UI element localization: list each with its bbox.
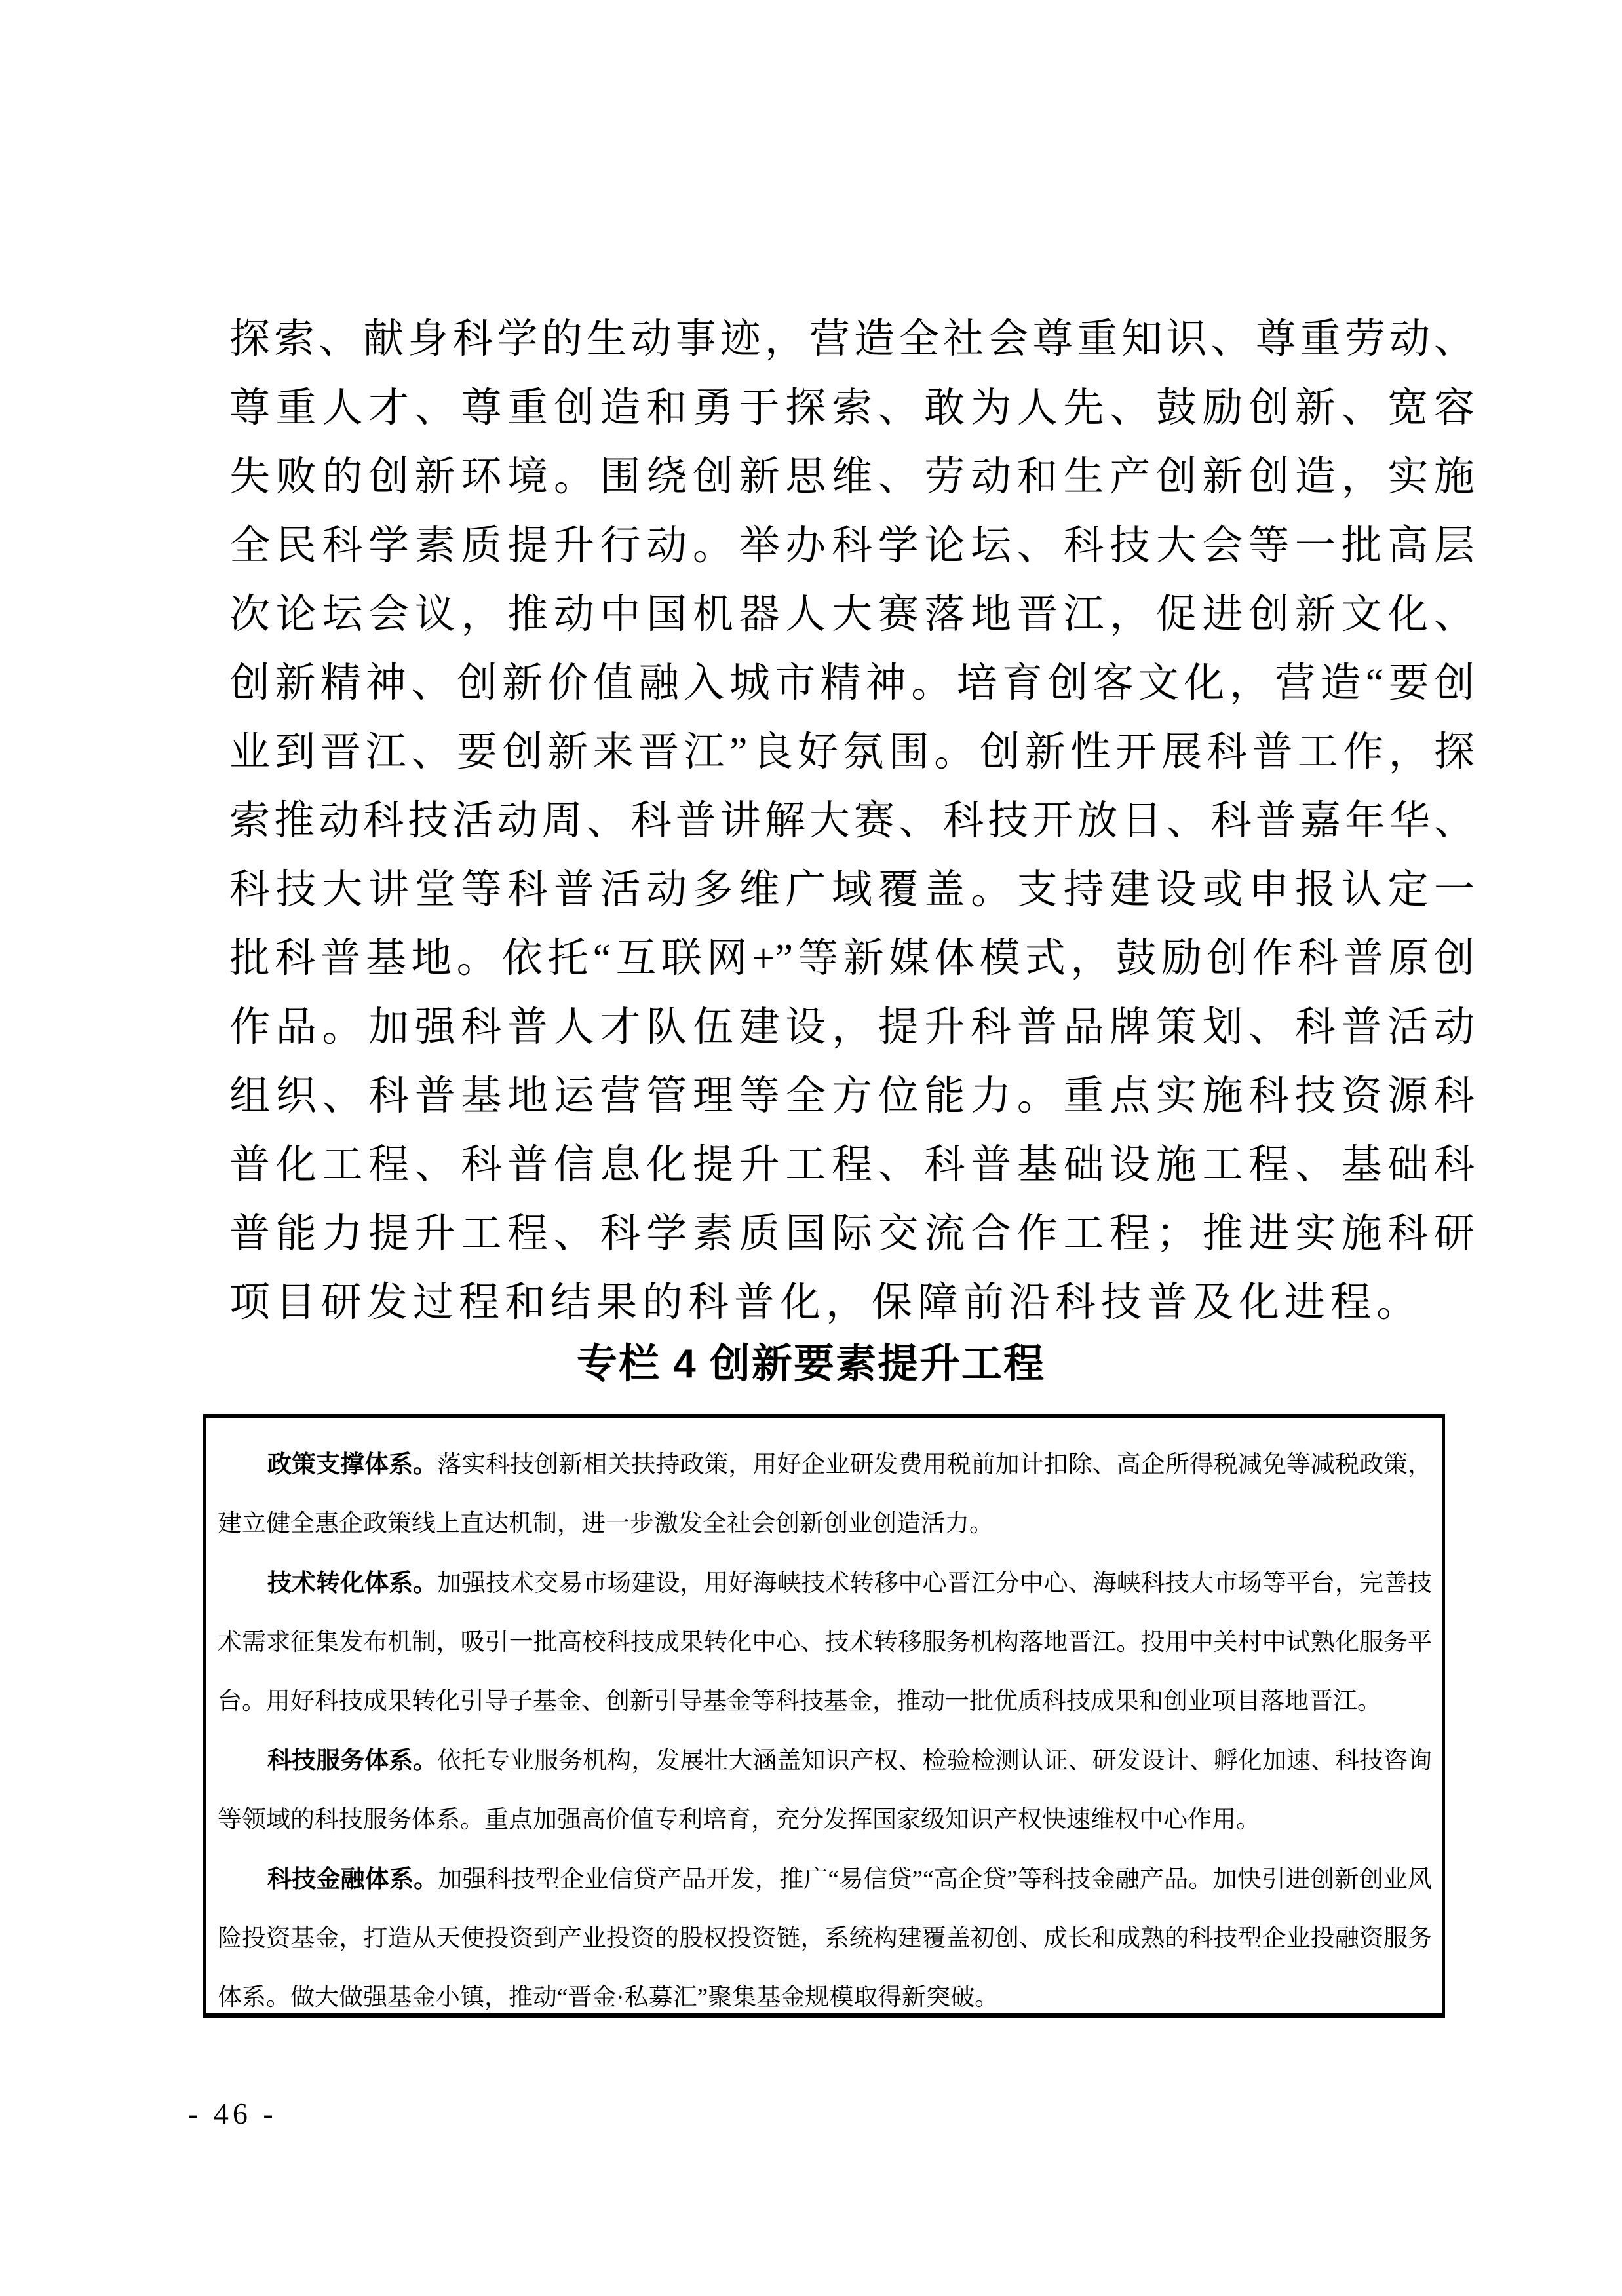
body-line: 次论坛会议，推动中国机器人大赛落地晋江，促进创新文化、 bbox=[229, 592, 1475, 637]
body-line: 普能力提升工程、科学素质国际交流合作工程；推进实施科研 bbox=[229, 1212, 1475, 1256]
panel-paragraph bbox=[218, 1435, 1432, 1554]
paragraph-lead: 技术转化体系。 bbox=[267, 1569, 438, 1596]
panel-paragraph bbox=[218, 1850, 1432, 2027]
panel-paragraph bbox=[218, 1554, 1432, 1731]
panel-box bbox=[203, 1414, 1445, 2018]
paragraph-text: 依托专业服务机构，发展壮大涵盖知识产权、检验检测认证、研发设计、孵化加速、科技咨询等领域的科技服务体系。重点加强高价值专利培育，充分发挥国家级知识产权快速维权中心作用。 bbox=[218, 1748, 1433, 1833]
body-line: 索推动科技活动周、科普讲解大赛、科技开放日、科普嘉年华、 bbox=[229, 799, 1475, 843]
body-line: 作品。加强科普人才队伍建设，提升科普品牌策划、科普活动 bbox=[229, 1005, 1475, 1050]
body-line: 全民科学素质提升行动。举办科学论坛、科技大会等一批高层 bbox=[229, 524, 1475, 568]
paragraph-lead: 科技金融体系。 bbox=[267, 1866, 438, 1892]
paragraph-lead: 政策支撑体系。 bbox=[267, 1451, 438, 1478]
page-number: - 46 - bbox=[188, 2097, 277, 2130]
body-line: 组织、科普基地运营管理等全方位能力。重点实施科技资源科 bbox=[229, 1074, 1475, 1119]
body-line: 业到晋江、要创新来晋江”良好氛围。创新性开展科普工作，探 bbox=[229, 730, 1475, 775]
body-line: 普化工程、科普信息化提升工程、科普基础设施工程、基础科 bbox=[229, 1143, 1475, 1187]
body-line: 尊重人才、尊重创造和勇于探索、敢为人先、鼓励创新、宽容 bbox=[229, 386, 1475, 430]
body-line: 探索、献身科学的生动事迹，营造全社会尊重知识、尊重劳动、 bbox=[229, 317, 1475, 362]
body-text-block bbox=[229, 305, 1475, 1337]
body-line: 科技大讲堂等科普活动多维广域覆盖。支持建设或申报认定一 bbox=[229, 868, 1475, 912]
body-line: 创新精神、创新价值融入城市精神。培育创客文化，营造“要创 bbox=[229, 661, 1475, 706]
panel-title: 专栏 4 创新要素提升工程 bbox=[577, 1341, 1045, 1387]
body-line: 项目研发过程和结果的科普化，保障前沿科技普及化进程。 bbox=[229, 1280, 1423, 1325]
body-line: 失败的创新环境。围绕创新思维、劳动和生产创新创造，实施 bbox=[229, 455, 1475, 499]
body-line: 批科普基地。依托“互联网+”等新媒体模式，鼓励创作科普原创 bbox=[229, 936, 1475, 981]
paragraph-text: 加强技术交易市场建设，用好海峡技术转移中心晋江分中心、海峡科技大市场等平台，完善技术需求征集发布机制，吸引一批高校科技成果转化中心、技术转移服务机构落地晋江。投用中关村中试熟化服务平台。用好科技成果转化引导子基金、创新引导基金等科技基金，推动一批优质科技成果和创业项目落地晋江。 bbox=[218, 1570, 1433, 1715]
panel-paragraph bbox=[218, 1731, 1432, 1850]
paragraph-text: 落实科技创新相关扶持政策，用好企业研发费用税前加计扣除、高企所得税减免等减税政策，建立健全惠企政策线上直达机制，进一步激发全社会创新创业创造活力。 bbox=[218, 1451, 1433, 1537]
paragraph-lead: 科技服务体系。 bbox=[267, 1747, 438, 1774]
paragraph-text: 加强科技型企业信贷产品开发，推广“易信贷”“高企贷”等科技金融产品。加快引进创新创业风险投资基金，打造从天使投资到产业投资的股权投资链，系统构建覆盖初创、成长和成熟的科技型企业投融资服务体系。做大做强基金小镇，推动“晋金·私募汇”聚集基金规模取得新突破。 bbox=[218, 1866, 1433, 2011]
